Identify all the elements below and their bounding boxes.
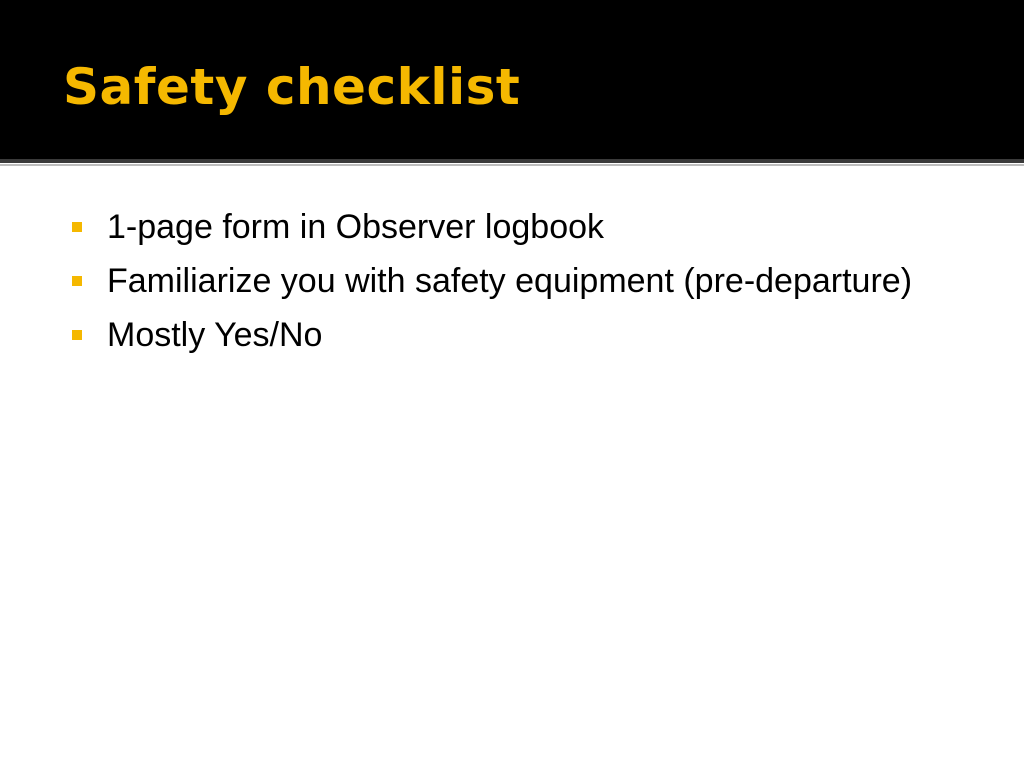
bullet-item	[72, 308, 972, 362]
bullet-text: 1-page form in Observer logbook	[107, 208, 605, 246]
bullet-item	[72, 200, 972, 254]
bullet-item	[72, 254, 972, 308]
bullet-list	[72, 200, 972, 362]
bullet-text: Mostly Yes/No	[107, 316, 323, 354]
square-bullet-icon	[72, 222, 82, 232]
title-bar	[0, 0, 1024, 159]
title-divider	[0, 159, 1024, 163]
square-bullet-icon	[72, 276, 82, 286]
square-bullet-icon	[72, 330, 82, 340]
bullet-text: Familiarize you with safety equipment (pre-departure)	[107, 262, 913, 300]
title-divider-accent	[0, 164, 1024, 166]
slide-title: Safety checklist	[63, 58, 521, 116]
